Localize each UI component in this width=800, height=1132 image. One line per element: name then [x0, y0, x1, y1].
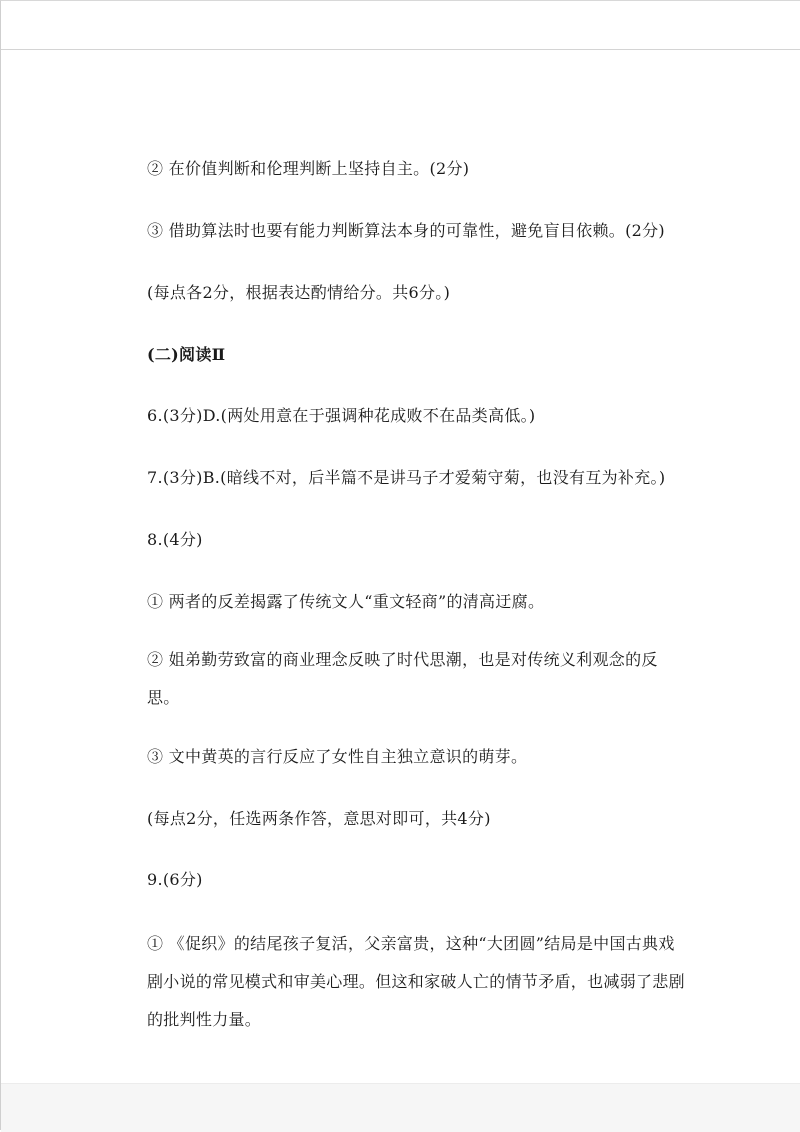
question-9-heading: 9.(6分)	[147, 870, 203, 889]
section-heading-reading-2: (二)阅读Ⅱ	[147, 345, 226, 364]
question-8-point-2: ② 姐弟勤劳致富的商业理念反映了时代思潮，也是对传统义利观念的反思。	[147, 650, 658, 707]
question-8-point-1: ① 两者的反差揭露了传统文人“重文轻商”的清高迂腐。	[147, 592, 545, 611]
question-8-heading: 8.(4分)	[147, 530, 203, 549]
question-9-point-1: ① 《促织》的结尾孩子复活，父亲富贵，这种“大团圆”结局是中国古典戏剧小说的常见模式和审美心理。但这和家破人亡的情节矛盾，也减弱了悲剧的批判性力量。	[147, 934, 685, 1029]
answer-line-2: ② 在价值判断和伦理判断上坚持自主。(2分)	[147, 159, 470, 178]
answer-line-3: ③ 借助算法时也要有能力判断算法本身的可靠性，避免盲目依赖。(2分)	[147, 221, 665, 240]
page-bottom-area	[1, 1083, 800, 1132]
top-divider	[1, 49, 800, 50]
scoring-note-1: (每点各2分，根据表达酌情给分。共6分。)	[147, 283, 451, 302]
question-8-point-3: ③ 文中黄英的言行反应了女性自主独立意识的萌芽。	[147, 747, 528, 766]
question-7-answer: 7.(3分)B.(暗线不对，后半篇不是讲马子才爱菊守菊，也没有互为补充。)	[147, 468, 666, 487]
scoring-note-2: (每点2分，任选两条作答，意思对即可，共4分)	[147, 809, 491, 828]
question-6-answer: 6.(3分)D.(两处用意在于强调种花成败不在品类高低。)	[147, 406, 536, 425]
